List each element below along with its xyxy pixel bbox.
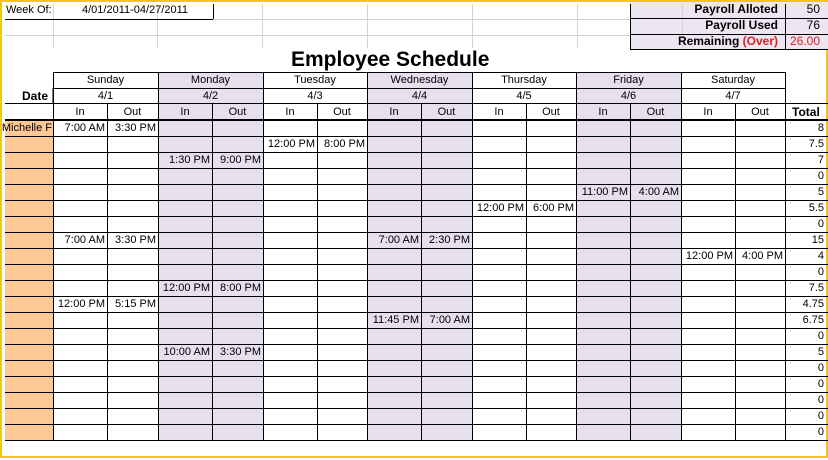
day-date: 4/5	[516, 90, 532, 102]
day-date: 4/6	[620, 90, 637, 102]
shift-out-time[interactable]: 4:00 PM	[742, 250, 783, 262]
shift-out-time[interactable]: 4:00 AM	[638, 186, 679, 198]
shift-in-time[interactable]: 11:00 PM	[581, 186, 628, 198]
shift-in-time[interactable]: 11:45 PM	[372, 314, 419, 326]
row-total: 7.5	[808, 282, 824, 294]
shift-in-time[interactable]: 12:00 PM	[685, 250, 733, 262]
day-name-monday: Monday	[190, 74, 231, 86]
payroll-used-value[interactable]: 76	[806, 18, 820, 32]
row-total: 4	[817, 250, 824, 262]
out-header: Out	[646, 106, 665, 118]
in-header: In	[494, 106, 504, 118]
remaining-over-flag: (Over)	[742, 34, 778, 48]
row-total: 6.75	[802, 314, 824, 326]
shift-out-time[interactable]: 9:00 PM	[220, 154, 261, 166]
in-header: In	[389, 106, 399, 118]
out-header: Out	[751, 106, 769, 118]
day-date: 4/4	[411, 90, 428, 102]
shift-out-time[interactable]: 3:30 PM	[115, 234, 156, 246]
shift-in-time[interactable]: 12:00 PM	[267, 138, 315, 150]
day-name-sunday: Sunday	[86, 74, 125, 86]
week-of-value[interactable]: 4/01/2011-04/27/2011	[82, 4, 189, 16]
page-title: Employee Schedule	[291, 48, 490, 71]
day-date: 4/2	[202, 90, 219, 102]
shift-out-time[interactable]: 8:00 PM	[324, 138, 365, 150]
shift-in-time[interactable]: 7:00 AM	[64, 234, 105, 246]
row-total: 4.75	[802, 298, 824, 310]
payroll-used-label: Payroll Used	[705, 18, 778, 32]
in-header: In	[75, 106, 85, 118]
row-total: 7	[817, 154, 824, 166]
total-header: Total	[792, 105, 820, 119]
day-name-tuesday: Tuesday	[294, 74, 336, 86]
out-header: Out	[437, 106, 456, 118]
row-total: 0	[817, 378, 824, 390]
row-total: 5	[817, 346, 824, 358]
shift-in-time[interactable]: 12:00 PM	[162, 282, 210, 294]
in-header: In	[598, 106, 608, 118]
shift-in-time[interactable]: 10:00 AM	[163, 346, 210, 358]
shaded-day-column	[367, 72, 472, 440]
shift-out-time[interactable]: 5:15 PM	[115, 298, 156, 310]
remaining-label: Remaining	[677, 34, 740, 48]
shaded-day-column	[158, 72, 263, 440]
employee-name[interactable]: Michelle F	[2, 122, 52, 134]
shift-in-time[interactable]: 1:30 PM	[169, 154, 210, 166]
shift-out-time[interactable]: 2:30 PM	[429, 234, 470, 246]
row-total: 0	[817, 362, 824, 374]
row-total: 8	[817, 122, 824, 134]
payroll-alloted-value[interactable]: 50	[806, 2, 820, 16]
day-name-thursday: Thursday	[501, 74, 547, 86]
row-total: 0	[817, 426, 824, 438]
row-total: 7.5	[808, 138, 824, 150]
in-header: In	[703, 106, 713, 118]
payroll-alloted-label: Payroll Alloted	[694, 2, 778, 16]
shaded-day-column	[576, 72, 681, 440]
shift-in-time[interactable]: 7:00 AM	[64, 122, 105, 134]
shift-out-time[interactable]: 6:00 PM	[533, 202, 574, 214]
shift-out-time[interactable]: 3:30 PM	[220, 346, 261, 358]
day-date: 4/1	[97, 90, 114, 102]
row-total: 0	[817, 218, 824, 230]
shift-out-time[interactable]: 3:30 PM	[115, 122, 156, 134]
day-date: 4/3	[307, 90, 323, 102]
shift-in-time[interactable]: 7:00 AM	[378, 234, 419, 246]
row-total: 0	[817, 170, 824, 182]
row-total: 15	[811, 234, 824, 246]
day-name-wednesday: Wednesday	[390, 74, 449, 86]
out-header: Out	[333, 106, 351, 118]
out-header: Out	[123, 106, 142, 118]
day-name-saturday: Saturday	[710, 74, 756, 86]
day-date: 4/7	[725, 90, 741, 102]
row-total: 0	[817, 394, 824, 406]
out-header: Out	[228, 106, 247, 118]
remaining-value: 26.00	[789, 34, 820, 48]
row-total: 5.5	[808, 202, 824, 214]
row-total: 0	[817, 330, 824, 342]
shift-in-time[interactable]: 12:00 PM	[57, 298, 105, 310]
shift-out-time[interactable]: 8:00 PM	[220, 282, 261, 294]
date-label: Date	[22, 89, 49, 103]
in-header: In	[180, 106, 190, 118]
out-header: Out	[542, 106, 560, 118]
shift-in-time[interactable]: 12:00 PM	[476, 202, 524, 214]
week-of-label: Week Of:	[6, 4, 52, 16]
row-total: 0	[817, 266, 824, 278]
day-name-friday: Friday	[613, 74, 644, 86]
remaining-label-group	[678, 35, 778, 48]
row-total: 5	[817, 186, 824, 198]
in-header: In	[285, 106, 295, 118]
row-total: 0	[817, 410, 824, 422]
shift-out-time[interactable]: 7:00 AM	[429, 314, 470, 326]
